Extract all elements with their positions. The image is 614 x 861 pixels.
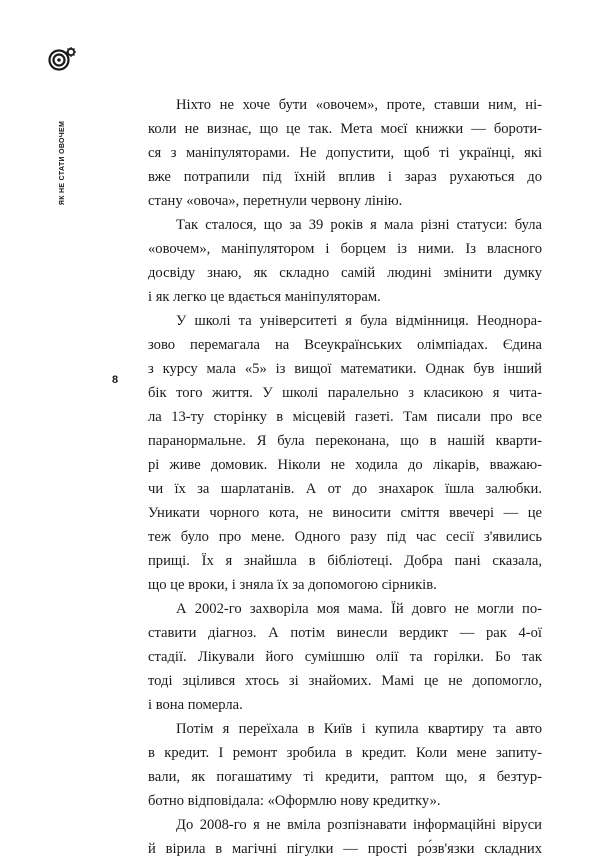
text-line: теж було про мене. Одного разу під час сесії з'явились (148, 529, 542, 545)
text-line: що це вроки, і зняла їх за допомогою сірників. (148, 577, 437, 593)
text-line: з курсу мала «5» із вищої математики. Однак був інший (148, 361, 542, 377)
text-line: паранормальне. Я була переконана, що в нашій кварти- (148, 433, 542, 449)
text-line: й вірила в магічні пігулки — прості ро́зв'язки складних (148, 841, 542, 857)
text-line: вже потрапили під їхній вплив і зараз рухаються до (148, 169, 542, 185)
text-line: Ніхто не хоче бути «овочем», проте, ставши ним, ні- (176, 97, 542, 113)
text-line: До 2008-го я не вміла розпізнавати інформаційні віруси (176, 817, 542, 833)
text-line: стадії. Лікували його сумішшю олії та горілки. Бо так (148, 649, 542, 665)
text-line: стану «овоча», перетнули червону лінію. (148, 193, 403, 209)
text-line: бік того життя. У школі паралельно з класикою я чита- (148, 385, 542, 401)
text-line: рі живе домовик. Ніколи не ходила до лікарів, вважаю- (148, 457, 542, 473)
text-line: Потім я переїхала в Київ і купила квартиру та авто (176, 721, 542, 737)
text-line: в кредит. І ремонт зробила в кредит. Коли мене запиту- (148, 745, 542, 761)
body-text (148, 93, 542, 861)
text-line: досвіду знаю, як складно самій людині змінити думку (148, 265, 542, 281)
text-line: У школі та університеті я була відмінниця. Неоднора- (176, 313, 542, 329)
text-line: ставити діагноз. А потім винесли вердикт — рак 4-ої (148, 625, 542, 641)
text-line: ла 13-ту сторінку в місцевій газеті. Там писали про все (148, 409, 542, 425)
book-title: ЯК НЕ СТАТИ ОВОЧЕМ (59, 120, 66, 206)
text-line: ботно відповідала: «Оформлю нову кредитку». (148, 793, 441, 809)
text-line: Уникати чорного кота, не виносити сміття ввечері — це (148, 505, 542, 521)
text-line: А 2002-го захворіла моя мама. Їй довго не могли по- (176, 601, 542, 617)
text-line: коли не визнає, що це так. Мета моєї книжки — бороти- (148, 121, 542, 137)
running-header (58, 88, 68, 238)
text-line: чи їх за шарлатанів. А от до знахарок їшла залюбки. (148, 481, 542, 497)
text-line: і як легко це вдається маніпуляторам. (148, 289, 381, 305)
text-line: зово перемагала на Всеукраїнських олімпіадах. Єдина (148, 337, 542, 353)
page-number: 8 (112, 374, 119, 386)
text-line: тоді зцілився хтось зі знайомих. Мамі це не допомогло, (148, 673, 542, 689)
text-line: і вона померла. (148, 697, 243, 713)
text-line: Так сталося, що за 39 років я мала різні статуси: була (176, 217, 542, 233)
text-line: вали, як погашатиму ті кредити, раптом що, я безтур- (148, 769, 542, 785)
text-line: ся з маніпуляторами. Не допустити, щоб ті українці, які (148, 145, 542, 161)
text-line: прищі. Їх я знайшла в бібліотеці. Добра пані сказала, (148, 553, 542, 569)
target-circles-icon (48, 46, 78, 72)
text-line: «овочем», маніпулятором і борцем із ними. Із власного (148, 241, 542, 257)
